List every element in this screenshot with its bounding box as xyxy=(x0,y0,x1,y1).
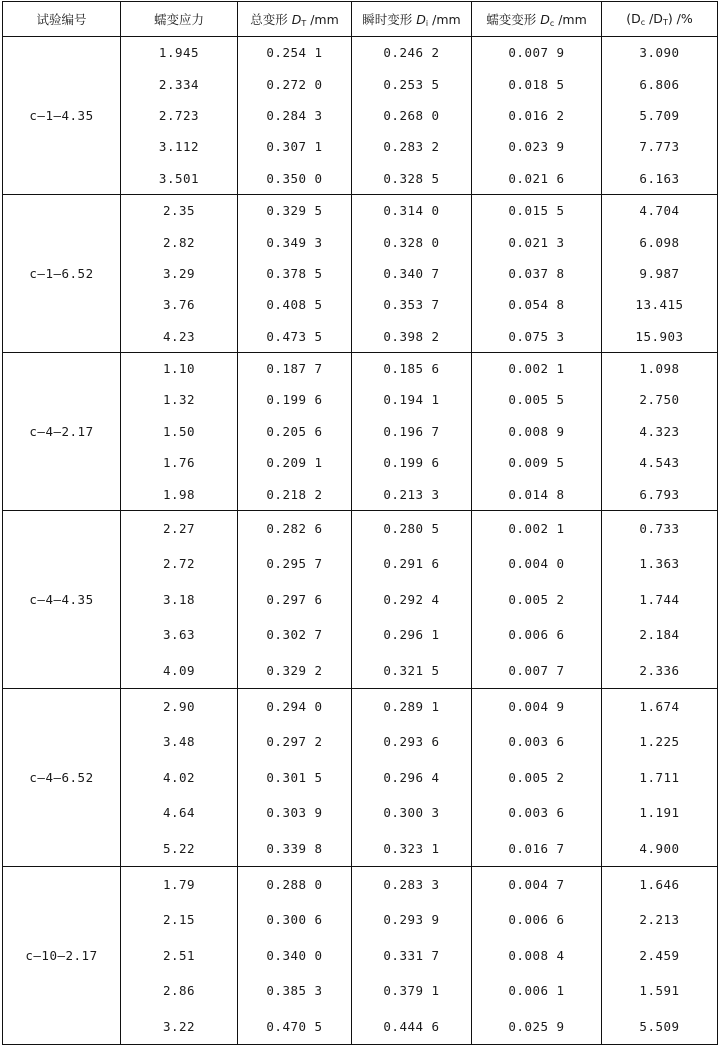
header-row xyxy=(3,2,718,37)
creep-deformation-cell: 0.018 5 xyxy=(472,68,602,99)
creep-deformation-cell: 0.075 3 xyxy=(472,321,602,353)
ratio-cell: 1.744 xyxy=(602,582,718,617)
creep-deformation-cell: 0.054 8 xyxy=(472,289,602,320)
header-ratio: ($D_c$ $/D_T$) /% xyxy=(602,2,718,37)
ratio-cell: 1.646 xyxy=(602,866,718,902)
instant-deformation-cell: 0.314 0 xyxy=(352,194,472,226)
instant-deformation-cell: 0.331 7 xyxy=(352,938,472,973)
instant-deformation-cell: 0.196 7 xyxy=(352,416,472,447)
instant-deformation-cell: 0.194 1 xyxy=(352,384,472,415)
creep-stress-cell: 1.76 xyxy=(121,447,238,478)
ratio-cell: 6.793 xyxy=(602,478,718,510)
creep-stress-cell: 1.32 xyxy=(121,384,238,415)
test-id-cell: c—4—6.52 xyxy=(3,688,121,866)
ratio-cell: 2.459 xyxy=(602,938,718,973)
instant-deformation-cell: 0.321 5 xyxy=(352,652,472,688)
instant-deformation-cell: 0.296 4 xyxy=(352,760,472,795)
table-row xyxy=(3,866,718,902)
ratio-cell: 13.415 xyxy=(602,289,718,320)
creep-stress-cell: 3.76 xyxy=(121,289,238,320)
test-id-cell: c—1—6.52 xyxy=(3,194,121,352)
total-deformation-cell: 0.378 5 xyxy=(238,258,352,289)
instant-deformation-cell: 0.283 3 xyxy=(352,866,472,902)
creep-deformation-cell: 0.014 8 xyxy=(472,478,602,510)
creep-stress-cell: 3.22 xyxy=(121,1008,238,1044)
test-id-cell: c—4—4.35 xyxy=(3,510,121,688)
creep-deformation-cell: 0.004 9 xyxy=(472,688,602,724)
table-row xyxy=(3,352,718,384)
total-deformation-cell: 0.282 6 xyxy=(238,510,352,546)
total-deformation-cell: 0.297 6 xyxy=(238,582,352,617)
creep-deformation-cell: 0.023 9 xyxy=(472,131,602,162)
ratio-cell: 4.900 xyxy=(602,830,718,866)
creep-deformation-cell: 0.021 6 xyxy=(472,163,602,195)
ratio-cell: 3.090 xyxy=(602,37,718,69)
header-instant-deformation: 瞬时变形 $D_i$ /mm xyxy=(352,2,472,37)
creep-deformation-cell: 0.007 9 xyxy=(472,37,602,69)
creep-stress-cell: 3.29 xyxy=(121,258,238,289)
creep-deformation-cell: 0.009 5 xyxy=(472,447,602,478)
header-test-id: 试验编号 xyxy=(3,2,121,37)
creep-stress-cell: 2.90 xyxy=(121,688,238,724)
table-group xyxy=(3,352,718,510)
instant-deformation-cell: 0.340 7 xyxy=(352,258,472,289)
total-deformation-cell: 0.340 0 xyxy=(238,938,352,973)
ratio-cell: 1.591 xyxy=(602,973,718,1008)
table-group xyxy=(3,37,718,195)
total-deformation-cell: 0.329 2 xyxy=(238,652,352,688)
instant-deformation-cell: 0.292 4 xyxy=(352,582,472,617)
instant-deformation-cell: 0.300 3 xyxy=(352,795,472,830)
creep-deformation-cell: 0.007 7 xyxy=(472,652,602,688)
ratio-cell: 4.323 xyxy=(602,416,718,447)
creep-deformation-cell: 0.005 2 xyxy=(472,760,602,795)
ratio-cell: 0.733 xyxy=(602,510,718,546)
instant-deformation-cell: 0.199 6 xyxy=(352,447,472,478)
ratio-cell: 1.225 xyxy=(602,724,718,759)
creep-deformation-cell: 0.008 9 xyxy=(472,416,602,447)
creep-deformation-cell: 0.004 0 xyxy=(472,546,602,581)
creep-deformation-cell: 0.006 6 xyxy=(472,902,602,937)
table-row xyxy=(3,688,718,724)
ratio-cell: 2.750 xyxy=(602,384,718,415)
instant-deformation-cell: 0.379 1 xyxy=(352,973,472,1008)
total-deformation-cell: 0.473 5 xyxy=(238,321,352,353)
total-deformation-cell: 0.302 7 xyxy=(238,617,352,652)
instant-deformation-cell: 0.293 9 xyxy=(352,902,472,937)
instant-deformation-cell: 0.296 1 xyxy=(352,617,472,652)
creep-deformation-cell: 0.003 6 xyxy=(472,724,602,759)
instant-deformation-cell: 0.323 1 xyxy=(352,830,472,866)
creep-stress-cell: 1.945 xyxy=(121,37,238,69)
instant-deformation-cell: 0.398 2 xyxy=(352,321,472,353)
creep-deformation-cell: 0.037 8 xyxy=(472,258,602,289)
creep-stress-cell: 2.27 xyxy=(121,510,238,546)
creep-deformation-cell: 0.016 7 xyxy=(472,830,602,866)
creep-stress-cell: 3.63 xyxy=(121,617,238,652)
instant-deformation-cell: 0.328 0 xyxy=(352,226,472,257)
table-row xyxy=(3,510,718,546)
total-deformation-cell: 0.294 0 xyxy=(238,688,352,724)
creep-stress-cell: 2.334 xyxy=(121,68,238,99)
table-row xyxy=(3,194,718,226)
creep-deformation-cell: 0.008 4 xyxy=(472,938,602,973)
total-deformation-cell: 0.205 6 xyxy=(238,416,352,447)
instant-deformation-cell: 0.444 6 xyxy=(352,1008,472,1044)
instant-deformation-cell: 0.283 2 xyxy=(352,131,472,162)
total-deformation-cell: 0.199 6 xyxy=(238,384,352,415)
ratio-cell: 1.098 xyxy=(602,352,718,384)
creep-stress-cell: 1.50 xyxy=(121,416,238,447)
total-deformation-cell: 0.254 1 xyxy=(238,37,352,69)
creep-stress-cell: 4.64 xyxy=(121,795,238,830)
ratio-cell: 2.213 xyxy=(602,902,718,937)
ratio-cell: 1.191 xyxy=(602,795,718,830)
total-deformation-cell: 0.329 5 xyxy=(238,194,352,226)
instant-deformation-cell: 0.293 6 xyxy=(352,724,472,759)
creep-stress-cell: 3.48 xyxy=(121,724,238,759)
test-id-cell: c—10—2.17 xyxy=(3,866,121,1044)
total-deformation-cell: 0.288 0 xyxy=(238,866,352,902)
total-deformation-cell: 0.272 0 xyxy=(238,68,352,99)
ratio-cell: 5.709 xyxy=(602,100,718,131)
creep-stress-cell: 3.112 xyxy=(121,131,238,162)
creep-deformation-cell: 0.004 7 xyxy=(472,866,602,902)
ratio-cell: 1.363 xyxy=(602,546,718,581)
creep-stress-cell: 4.23 xyxy=(121,321,238,353)
instant-deformation-cell: 0.291 6 xyxy=(352,546,472,581)
ratio-cell: 7.773 xyxy=(602,131,718,162)
instant-deformation-cell: 0.353 7 xyxy=(352,289,472,320)
creep-deformation-cell: 0.006 6 xyxy=(472,617,602,652)
table-group xyxy=(3,194,718,352)
ratio-cell: 15.903 xyxy=(602,321,718,353)
total-deformation-cell: 0.350 0 xyxy=(238,163,352,195)
total-deformation-cell: 0.295 7 xyxy=(238,546,352,581)
header-creep-stress: 蠕变应力 xyxy=(121,2,238,37)
instant-deformation-cell: 0.213 3 xyxy=(352,478,472,510)
table-row xyxy=(3,37,718,69)
creep-stress-cell: 2.15 xyxy=(121,902,238,937)
instant-deformation-cell: 0.289 1 xyxy=(352,688,472,724)
test-id-cell: c—1—4.35 xyxy=(3,37,121,195)
creep-stress-cell: 3.18 xyxy=(121,582,238,617)
creep-deformation-cell: 0.005 5 xyxy=(472,384,602,415)
instant-deformation-cell: 0.253 5 xyxy=(352,68,472,99)
instant-deformation-cell: 0.328 5 xyxy=(352,163,472,195)
creep-deformation-cell: 0.003 6 xyxy=(472,795,602,830)
total-deformation-cell: 0.385 3 xyxy=(238,973,352,1008)
table-group xyxy=(3,510,718,688)
instant-deformation-cell: 0.185 6 xyxy=(352,352,472,384)
ratio-cell: 6.806 xyxy=(602,68,718,99)
total-deformation-cell: 0.303 9 xyxy=(238,795,352,830)
creep-deformation-cell: 0.025 9 xyxy=(472,1008,602,1044)
ratio-cell: 4.704 xyxy=(602,194,718,226)
total-deformation-cell: 0.209 1 xyxy=(238,447,352,478)
header-creep-deformation: 蠕变变形 $D_c$ /mm xyxy=(472,2,602,37)
creep-deformation-cell: 0.005 2 xyxy=(472,582,602,617)
creep-stress-cell: 4.02 xyxy=(121,760,238,795)
creep-stress-cell: 1.79 xyxy=(121,866,238,902)
creep-stress-cell: 2.51 xyxy=(121,938,238,973)
creep-stress-cell: 2.82 xyxy=(121,226,238,257)
table-group xyxy=(3,688,718,866)
instant-deformation-cell: 0.280 5 xyxy=(352,510,472,546)
creep-deformation-cell: 0.015 5 xyxy=(472,194,602,226)
creep-stress-cell: 3.501 xyxy=(121,163,238,195)
ratio-cell: 1.674 xyxy=(602,688,718,724)
creep-stress-cell: 2.72 xyxy=(121,546,238,581)
ratio-cell: 5.509 xyxy=(602,1008,718,1044)
instant-deformation-cell: 0.246 2 xyxy=(352,37,472,69)
total-deformation-cell: 0.300 6 xyxy=(238,902,352,937)
creep-deformation-cell: 0.006 1 xyxy=(472,973,602,1008)
table-group xyxy=(3,866,718,1044)
creep-deformation-cell: 0.002 1 xyxy=(472,510,602,546)
instant-deformation-cell: 0.268 0 xyxy=(352,100,472,131)
total-deformation-cell: 0.470 5 xyxy=(238,1008,352,1044)
creep-deformation-cell: 0.016 2 xyxy=(472,100,602,131)
ratio-cell: 4.543 xyxy=(602,447,718,478)
creep-stress-cell: 2.86 xyxy=(121,973,238,1008)
creep-stress-cell: 1.10 xyxy=(121,352,238,384)
total-deformation-cell: 0.307 1 xyxy=(238,131,352,162)
creep-stress-cell: 2.35 xyxy=(121,194,238,226)
creep-stress-cell: 2.723 xyxy=(121,100,238,131)
test-id-cell: c—4—2.17 xyxy=(3,352,121,510)
ratio-cell: 2.184 xyxy=(602,617,718,652)
total-deformation-cell: 0.284 3 xyxy=(238,100,352,131)
header-total-deformation: 总变形 $D_T$ /mm xyxy=(238,2,352,37)
total-deformation-cell: 0.339 8 xyxy=(238,830,352,866)
creep-stress-cell: 1.98 xyxy=(121,478,238,510)
ratio-cell: 6.163 xyxy=(602,163,718,195)
creep-stress-cell: 4.09 xyxy=(121,652,238,688)
total-deformation-cell: 0.349 3 xyxy=(238,226,352,257)
total-deformation-cell: 0.218 2 xyxy=(238,478,352,510)
creep-data-table xyxy=(2,1,718,1045)
total-deformation-cell: 0.301 5 xyxy=(238,760,352,795)
ratio-cell: 2.336 xyxy=(602,652,718,688)
ratio-cell: 1.711 xyxy=(602,760,718,795)
ratio-cell: 9.987 xyxy=(602,258,718,289)
total-deformation-cell: 0.187 7 xyxy=(238,352,352,384)
creep-stress-cell: 5.22 xyxy=(121,830,238,866)
total-deformation-cell: 0.408 5 xyxy=(238,289,352,320)
creep-deformation-cell: 0.002 1 xyxy=(472,352,602,384)
ratio-cell: 6.098 xyxy=(602,226,718,257)
creep-deformation-cell: 0.021 3 xyxy=(472,226,602,257)
total-deformation-cell: 0.297 2 xyxy=(238,724,352,759)
